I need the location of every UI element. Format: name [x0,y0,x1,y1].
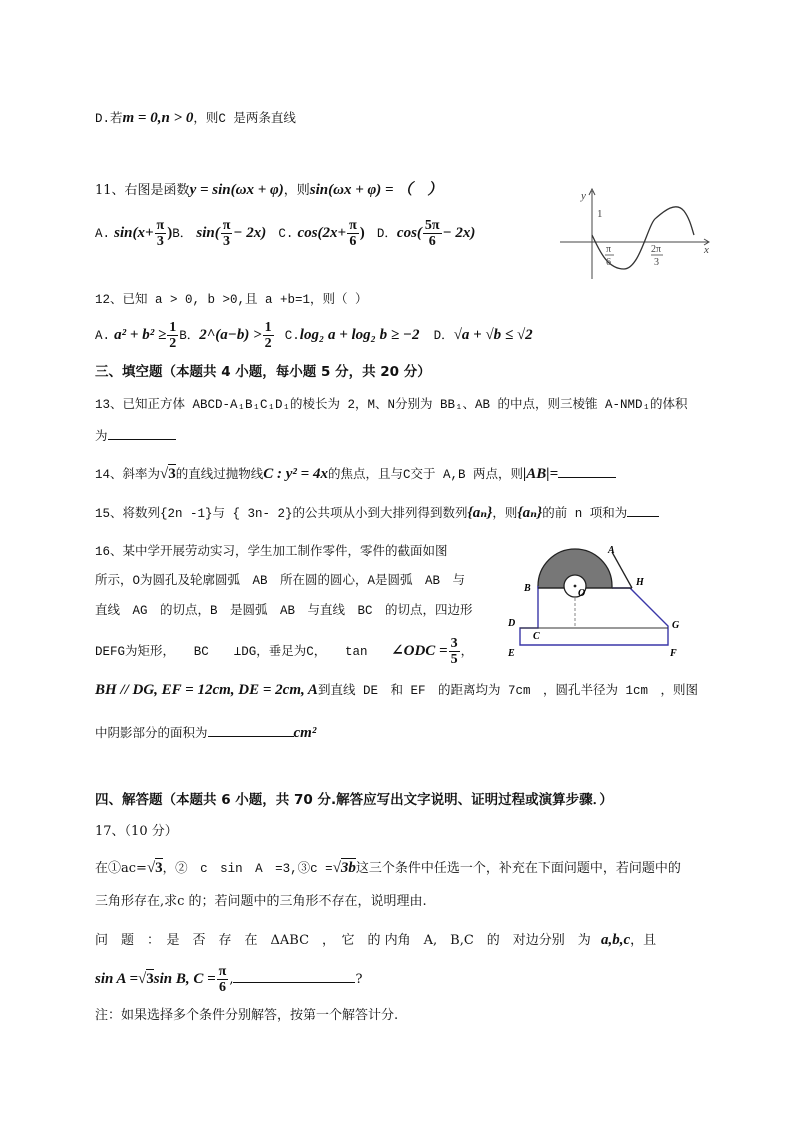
label-c: C [533,631,540,642]
q17-line1-sqrt3b: 3b [340,860,356,876]
label-a: A [608,545,615,556]
q16-unit: cm² [293,725,317,741]
q11-stem [95,180,442,201]
q11-options: A. sin(x+ $\frac{\pi}{3}$ )B． sin( $\frac{\pi}{3}$ − 2x) C. cos(2x+ $\frac{\pi}{6}$ ) D．cos( $\frac{5\pi}{6}$ − 2x) [95,218,476,249]
q11-func: y = sin(ωx + φ) [189,182,284,198]
q15-answer-blank[interactable] [627,502,659,517]
q17-line3a: 问 题 ： 是 否 存 在 ΔABC ， 它 的 内角 A, B,C 的 对边分别 为 [95,933,591,948]
q17-line1-sqrt3: 3 [155,860,163,876]
q12-option-c-label: C. [284,329,300,343]
q12-option-c-math: log₂ a + log₂ b ≥ −2 [299,327,420,343]
sine-graph [556,183,714,283]
q11-number: 11、 [95,183,125,198]
label-d: D [508,618,516,629]
graph-one-label: 1 [597,208,603,220]
label-f: F [670,648,677,659]
q11-option-c-label: C. [278,227,294,241]
q16-line5-math: BH // DG, EF = 12cm, DE = 2cm, A [95,682,318,698]
q11-expr: sin(ωx + φ) = （ ） [309,182,443,198]
part-cross-section-figure [500,540,690,660]
graph-y-label: y [581,190,586,202]
q14-pre: 14、斜率为 [95,468,161,482]
q17-line1: 在①ac=√3，② c sin A =3,③c =√3b这三个条件中任选一个，补充在下面问题中，若问题中的 [95,860,681,876]
q16-line4: DEFG为矩形， BC ⊥DG，垂足为C， tan ∠ODC = $\frac{3}{5}$ ， [95,636,474,667]
section-solve-heading: 四、解答题（本题共 6 小题，共 70 分.解答应写出文字说明、证明过程或演算步骤．） [95,792,613,808]
q17-line4-numerator: π [218,964,227,979]
q13-line1: 13、已知正方体 ABCD-A₁B₁C₁D₁的棱长为 2，M、N分别为 BB₁、AB 的中点，则三棱锥 A-NMD₁的体积 [95,398,688,412]
line-ag [612,552,632,588]
q17-head: 17、（10 分） [95,824,178,839]
q15-seq-2: {aₙ} [517,505,543,521]
q15-mid: ，则 [492,507,518,521]
label-g: G [672,620,680,631]
q17-line2: 三角形存在,求c 的；若问题中的三角形不存在，说明理由. [95,894,427,909]
q12-option-a-label: A. [95,329,111,343]
graph-tick1-d: 6 [606,257,611,268]
q16-line2: 所示，O为圆孔及轮廓圆弧 AB 所在圆的圆心，A是圆弧 AB 与 [95,574,466,588]
q11-option-d-label: D． [376,227,397,241]
q12-options: A. a² + b² ≥ $\frac{1}{2}$ B．2^(a−b) > $\frac{1}{2}$ C.log₂ a + log₂ b ≥ −2 D．√a + √b ≤ √2 [95,320,533,351]
q17-line3 [95,930,656,951]
q17-line4: sin A =√3sin B, C = $\frac{\pi}{6}$ , ? [95,964,363,995]
q16-line4-text: DEFG为矩形， BC ⊥DG，垂足为C， tan [95,644,368,659]
q17-line1e: 这三个条件中任选一个，补充在下面问题中，若问题中的 [355,861,681,876]
q12-option-b-math: 2^(a−b) > [199,327,262,343]
q16-tan-denominator: 5 [450,652,458,667]
graph-tick2-n: 2π [651,244,662,255]
q16-line1: 16、某中学开展劳动实习，学生加工制作零件，零件的截面如图 [95,545,448,559]
label-b: B [524,583,531,594]
q17-note: 注：如果选择多个条件分别解答，按第一个解答计分. [95,1008,399,1023]
q11-option-a-label: A. [95,227,111,241]
q17-line4-sqrt3: 3 [146,971,154,987]
graph-tick1-n: π [606,244,612,255]
q16-answer-blank[interactable] [208,722,294,737]
q16-tan-expr: ∠ODC = [391,642,448,659]
label-o: O [578,588,586,599]
q11-stem-text: 右图是函数 [124,183,190,198]
q16-line6-text: 中阴影部分的面积为 [95,727,208,741]
q16-line6 [95,722,316,744]
section-fill-in-heading: 三、填空题（本题共 4 小题，每小题 5 分，共 20 分） [95,364,431,380]
q13-line2 [95,425,176,447]
q15-seq: {aₙ} [467,505,493,521]
option-d-label: D.若 [95,112,123,126]
graph-x-label: x [704,244,709,256]
q15-pre: 15、将数列{2n -1}与 { 3n- 2}的公共项从小到大排列得到数列 [95,507,468,521]
q11-option-b-label: B． [172,227,193,241]
q17-line1a: 在①ac= [95,861,147,876]
q14-answer-blank[interactable] [558,463,616,478]
q14-sqrt3: 3 [168,466,176,482]
q11-option-d-math: cos( [396,225,422,241]
q12-option-d-math: √a + √b ≤ √2 [453,327,533,343]
q16-line5 [95,680,698,701]
option-d-tail: ，则C 是两条直线 [193,112,296,126]
q12-stem: 12、已知 a > 0, b >0,且 a +b=1，则（ ） [95,293,368,307]
q11-mid: ，则 [283,183,310,198]
q16-tan-numerator: 3 [450,636,458,651]
q11-option-b-math: sin( [196,225,220,241]
q17-line3c: ，且 [630,933,657,948]
q13-line2-text: 为 [95,430,108,444]
q11-option-a-math: sin(x+ [114,225,154,241]
q17-condition-blank[interactable] [233,968,355,983]
q17-line4-denominator: 6 [218,980,226,995]
q12-option-a-math: a² + b² ≥ [114,327,167,343]
q14-ab: |AB|= [522,466,559,482]
graph-tick2-d: 3 [654,257,659,268]
q17-line4e: ? [355,972,363,987]
q14-mid: 的直线过抛物线 [175,468,264,482]
q13-answer-blank[interactable] [108,425,176,440]
q17-line4a: sin A = [95,971,139,987]
q17-line4c: sin B, C = [153,971,216,987]
label-h: H [636,577,644,588]
q12-option-d-label: D． [433,329,454,343]
q14-line: 14、斜率为√3的直线过抛物线C : y² = 4x的焦点，且与C交于 A,B 两点，则|AB|= [95,463,616,485]
q17-line3b: a,b,c [600,932,631,948]
q16-line3: 直线 AG 的切点，B 是圆弧 AB 与直线 BC 的切点，四边形 [95,604,473,618]
label-e: E [508,648,515,659]
part-outline [520,586,668,645]
q11-option-c-math: cos(2x+ [297,225,347,241]
q14-post: 的焦点，且与C交于 A,B 两点，则 [327,468,523,482]
option-d-line [95,108,296,129]
q12-option-b-label: B． [179,329,200,343]
q14-curve: C : y² = 4x [263,466,328,482]
q15-line [95,502,659,524]
option-d-math: m = 0,n > 0 [122,110,194,126]
q15-post: 的前 n 项和为 [542,507,628,521]
q16-line5-tail: 到直线 DE 和 EF 的距离均为 7cm ，圆孔半径为 1cm ，则图 [317,684,698,698]
q17-line1c: ，② c sin A =3,③c = [162,862,333,876]
center-point [574,585,577,588]
